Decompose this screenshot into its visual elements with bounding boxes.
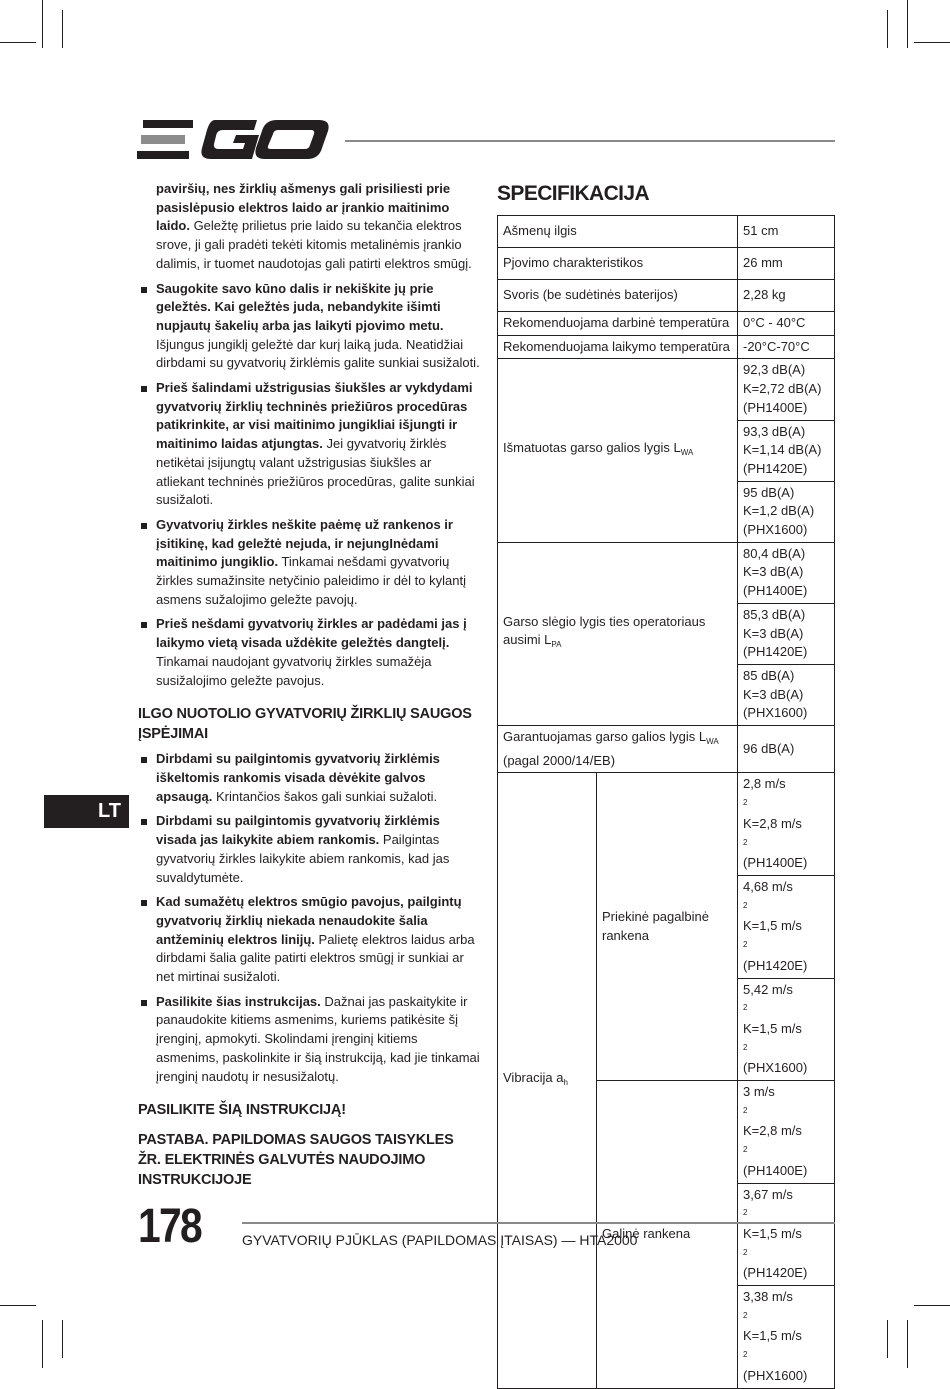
bullet-square-icon xyxy=(141,757,147,763)
spec-value: 96 dB(A) xyxy=(738,726,835,773)
value-line: (PH1400E) xyxy=(743,583,808,599)
bullet-bold: Dirbdami su pailgintomis gyvatvorių žirklėmis visada jas laikykite abiem rankomis. xyxy=(156,813,440,848)
value-text: 5,42 m/s xyxy=(743,981,793,997)
value-line: 95 dB(A) xyxy=(743,484,795,500)
table-row xyxy=(498,280,835,312)
bullet-square-icon xyxy=(141,386,147,392)
intro-paragraph xyxy=(138,180,480,274)
section-heading: ILGO NUOTOLIO GYVATVORIŲ ŽIRKLIŲ SAUGOS ĮSPĖJIMAI xyxy=(138,706,472,743)
front-handle-label: Priekinė pagalbinė rankena xyxy=(597,773,738,1081)
vibration-label xyxy=(498,773,597,1388)
value-line: K=1,5 m/s $^2$ xyxy=(743,1225,829,1264)
ego-logo xyxy=(137,118,329,162)
bullet-square-icon xyxy=(141,1000,147,1006)
crop-mark xyxy=(62,10,63,48)
value-line: (PHX1600) xyxy=(743,1060,808,1076)
value-text: K=1,5 m/s xyxy=(743,1020,802,1036)
spec-title: SPECIFIKACIJA xyxy=(497,182,650,205)
value-line: 3,38 m/s $^2$ xyxy=(743,1288,829,1327)
bullet-square-icon xyxy=(141,622,147,628)
bullet-bold: Pasilikite šias instrukcijas. xyxy=(156,993,321,1009)
spec-value xyxy=(738,773,835,876)
spec-value: 26 mm xyxy=(738,248,835,280)
value-line: K=1,5 m/s $^2$ xyxy=(743,1020,829,1059)
crop-mark xyxy=(0,1305,36,1306)
spec-table xyxy=(497,215,835,1389)
value-text: 2,8 m/s xyxy=(743,776,786,792)
note-heading: PASTABA. PAPILDOMAS SAUGOS TAISYKLES ŽR. ELEKTRINĖS GALVUTĖS NAUDOJIMO INSTRUKCIJOJE xyxy=(138,1132,454,1189)
value-line: K=3 dB(A) xyxy=(743,625,804,641)
value-line: (PH1420E) xyxy=(743,460,808,476)
value-line: 3,67 m/s $^2$ xyxy=(743,1186,829,1225)
value-line: (PHX1600) xyxy=(743,522,808,538)
bullet-bold: Prieš nešdami gyvatvorių žirkles ar padėdami jas į laikymo vietą visada uždėkite geležtės dangtelį. xyxy=(156,616,467,651)
bullet-bold: Saugokite savo kūno dalis ir nekiškite jų prie geležtės. Kai geležtės juda, nebandykite išimti nupjautų šakelių arba jas laikyti pjovimo metu. xyxy=(156,280,444,333)
value-line: 85,3 dB(A) xyxy=(743,606,806,622)
value-line: (PH1420E) xyxy=(743,957,808,973)
table-row xyxy=(498,726,835,773)
bullet-text: Dažnai jas paskaitykite ir panaudokite kitiems asmenims, kuriems patikėsite šį įrenginį, apmokyti. Skolindami įrenginį kitiems asmenims, paskolinkite ir šią instrukciją, kad jie tinkamai įrenginį naudotų ir nesusižalotų. xyxy=(156,993,480,1084)
crop-mark xyxy=(907,1320,908,1368)
keep-instructions-heading: PASILIKITE ŠIĄ INSTRUKCIJĄ! xyxy=(138,1102,346,1119)
table-row xyxy=(498,773,835,876)
sound-power-label xyxy=(498,359,738,542)
crop-mark xyxy=(62,1320,63,1358)
label-text: Garantuojamas garso galios lygis L xyxy=(503,729,707,745)
value-text: 3,67 m/s xyxy=(743,1186,793,1202)
spec-value xyxy=(738,603,835,664)
value-line: 3 m/s $^2$ xyxy=(743,1083,829,1122)
value-line: K=2,72 dB(A) xyxy=(743,381,822,397)
value-line: (PH1420E) xyxy=(743,644,808,660)
crop-mark xyxy=(887,10,888,48)
value-text: K=1,5 m/s xyxy=(743,918,802,934)
value-line: K=3 dB(A) xyxy=(743,686,804,702)
value-line: K=1,5 m/s $^2$ xyxy=(743,917,829,956)
bullet-item xyxy=(138,516,480,610)
value-line: K=3 dB(A) xyxy=(743,564,804,580)
bullet-bold: Dirbdami su pailgintomis gyvatvorių žirklėmis iškeltomis rankomis visada dėvėkite galvos apsaugą. xyxy=(156,751,440,804)
value-line: 92,3 dB(A) xyxy=(743,362,806,378)
intro-text: Geležtę prilietus prie laido su tekančia elektros srove, ji gali pradėti tekėti kitomis metalinėmis įrankio dalimis, ir tuomet naudotojas gali patirti elektros smūgį. xyxy=(156,218,472,271)
spec-value xyxy=(738,420,835,481)
value-line: 4,68 m/s $^2$ xyxy=(743,878,829,917)
value-line: (PH1420E) xyxy=(743,1265,808,1281)
crop-mark xyxy=(42,1320,43,1368)
page-number: 178 xyxy=(138,1200,201,1253)
value-text: 4,68 m/s xyxy=(743,878,793,894)
value-line: K=1,2 dB(A) xyxy=(743,503,815,519)
bullet-item xyxy=(138,280,480,374)
value-line: 2,8 m/s $^2$ xyxy=(743,775,829,814)
bullet-text: Krintančios šakos gali sunkiai sužaloti. xyxy=(212,788,438,804)
bullet-text: Pailgintas gyvatvorių žirkles laikykite abiem rankomis, kad jas suvaldytumėte. xyxy=(156,832,450,885)
bullet-text: Tinkamai naudojant gyvatvorių žirkles sumažėja susižalojimo geležte pavojus. xyxy=(156,653,432,688)
label-sub: PA xyxy=(551,640,562,650)
spec-value xyxy=(738,978,835,1081)
spec-value xyxy=(738,359,835,420)
bullet-item xyxy=(138,379,480,510)
spec-label: Rekomenduojama darbinė temperatūra xyxy=(498,312,738,336)
table-row xyxy=(498,216,835,248)
bullet-item xyxy=(138,893,480,987)
left-column xyxy=(138,180,480,1190)
table-row xyxy=(498,542,835,603)
spec-label: Pjovimo charakteristikos xyxy=(498,248,738,280)
spec-value xyxy=(738,481,835,542)
value-line: (PHX1600) xyxy=(743,1367,808,1383)
label-text: Garso slėgio lygis ties operatoriaus ausimi L xyxy=(503,613,706,648)
bullet-text: Tinkamai nešdami gyvatvorių žirkles sumažinsite netyčinio paleidimo ir dėl to kylantį asmens sužalojimo geležte pavojų. xyxy=(156,554,466,607)
crop-mark xyxy=(914,42,950,43)
spec-value xyxy=(738,542,835,603)
bullet-text: Jei gyvatvorių žirklės netikėtai įsijungtų valant užstrigusias šiukšles ar atliekant techninės priežiūros procedūras, galite sunkiai susižaloti. xyxy=(156,436,475,508)
label-text: (pagal 2000/14/EB) xyxy=(503,752,616,768)
bullet-item xyxy=(138,812,480,887)
table-row xyxy=(498,359,835,420)
crop-mark xyxy=(914,1305,950,1306)
bullet-bold: Kad sumažėtų elektros smūgio pavojus, pailgintų gyvatvorių žirklių niekada nenaudokite šalia antžeminių elektros linijų. xyxy=(156,894,462,947)
value-text: 3 m/s xyxy=(743,1084,775,1100)
label-sub: h xyxy=(563,1077,568,1087)
language-tab: LT xyxy=(44,795,129,828)
bullet-item xyxy=(138,750,480,806)
table-row xyxy=(498,335,835,359)
spec-value: -20°C-70°C xyxy=(738,335,835,359)
spec-value xyxy=(738,875,835,978)
value-line: 80,4 dB(A) xyxy=(743,545,806,561)
crop-mark xyxy=(0,42,36,43)
bullet-item xyxy=(138,615,480,690)
rear-handle-label: Galinė rankena xyxy=(597,1081,738,1389)
value-line: 93,3 dB(A) xyxy=(743,423,806,439)
spec-label: Svoris (be sudėtinės baterijos) xyxy=(498,280,738,312)
label-sub: WA xyxy=(680,447,694,457)
value-line: K=2,8 m/s $^2$ xyxy=(743,815,829,854)
spec-value xyxy=(738,1183,835,1286)
value-line: K=2,8 m/s $^2$ xyxy=(743,1122,829,1161)
table-row xyxy=(498,248,835,280)
spec-label: Rekomenduojama laikymo temperatūra xyxy=(498,335,738,359)
intro-bold: paviršių, nes žirklių ašmenys gali prisiliesti prie pasislėpusio elektros laido ar įrankio maitinimo laido. xyxy=(156,181,451,234)
spec-value: 2,28 kg xyxy=(738,280,835,312)
bullet-square-icon xyxy=(141,819,147,825)
value-text: K=1,5 m/s xyxy=(743,1328,802,1344)
sound-pressure-label xyxy=(498,542,738,725)
value-line: (PH1400E) xyxy=(743,1162,808,1178)
bullet-text: Palietę elektros laidus arba dirbdami šalia galite patirti elektros smūgį ir sunkiai ar net mirtinai susižaloti. xyxy=(156,931,475,985)
bullet-bold: Gyvatvorių žirkles neškite paėmę už rankenos ir įsitikinę, kad geležtė nejuda, ir nejungInėdami maitinimo jungiklio. xyxy=(156,516,453,570)
header-rule xyxy=(345,140,835,142)
value-text: K=1,5 m/s xyxy=(743,1225,802,1241)
footer-title: GYVATVORIŲ PJŪKLAS (PAPILDOMAS ĮTAISAS) — HTA2000 xyxy=(242,1232,638,1248)
spec-value: 0°C - 40°C xyxy=(738,312,835,336)
label-text: Vibracija a xyxy=(503,1069,564,1085)
bullet-square-icon xyxy=(141,287,147,293)
spec-value xyxy=(738,664,835,725)
value-text: K=2,8 m/s xyxy=(743,1123,802,1139)
spec-label: Ašmenų ilgis xyxy=(498,216,738,248)
spec-value xyxy=(738,1081,835,1184)
crop-mark xyxy=(907,0,908,48)
bullet-list-2 xyxy=(138,750,480,1086)
bullet-bold: Prieš šalindami užstrigusias šiukšles ar vykdydami gyvatvorių žirklių techninės priežiūros procedūras patikrinkite, ar visi maitinimo jungikliai išjungti ir maitinimo laidas atjungtas. xyxy=(156,380,473,452)
label-text: Išmatuotas garso galios lygis L xyxy=(503,439,681,455)
guaranteed-label xyxy=(498,726,738,773)
bullet-list-1 xyxy=(138,280,480,691)
bullet-item xyxy=(138,993,480,1087)
value-text: 3,38 m/s xyxy=(743,1289,793,1305)
value-line: K=1,5 m/s $^2$ xyxy=(743,1327,829,1366)
value-line: (PH1400E) xyxy=(743,855,808,871)
value-line: K=1,14 dB(A) xyxy=(743,442,822,458)
value-text: K=2,8 m/s xyxy=(743,815,802,831)
spec-value: 51 cm xyxy=(738,216,835,248)
value-line: 85 dB(A) xyxy=(743,667,795,683)
spec-value xyxy=(738,1286,835,1389)
bullet-square-icon xyxy=(141,523,147,529)
bullet-text: Išjungus jungiklį geležtė dar kurį laiką juda. Neatidžiai dirbdami su gyvatvorių žirklėmis galite sunkiai susižaloti. xyxy=(156,336,480,371)
footer-rule xyxy=(242,1222,835,1224)
bullet-square-icon xyxy=(141,900,147,906)
value-line: (PH1400E) xyxy=(743,399,808,415)
value-line: 5,42 m/s $^2$ xyxy=(743,981,829,1020)
table-row xyxy=(498,312,835,336)
value-line: (PHX1600) xyxy=(743,705,808,721)
crop-mark xyxy=(42,0,43,48)
crop-mark xyxy=(887,1320,888,1358)
label-sub: WA xyxy=(706,737,719,747)
